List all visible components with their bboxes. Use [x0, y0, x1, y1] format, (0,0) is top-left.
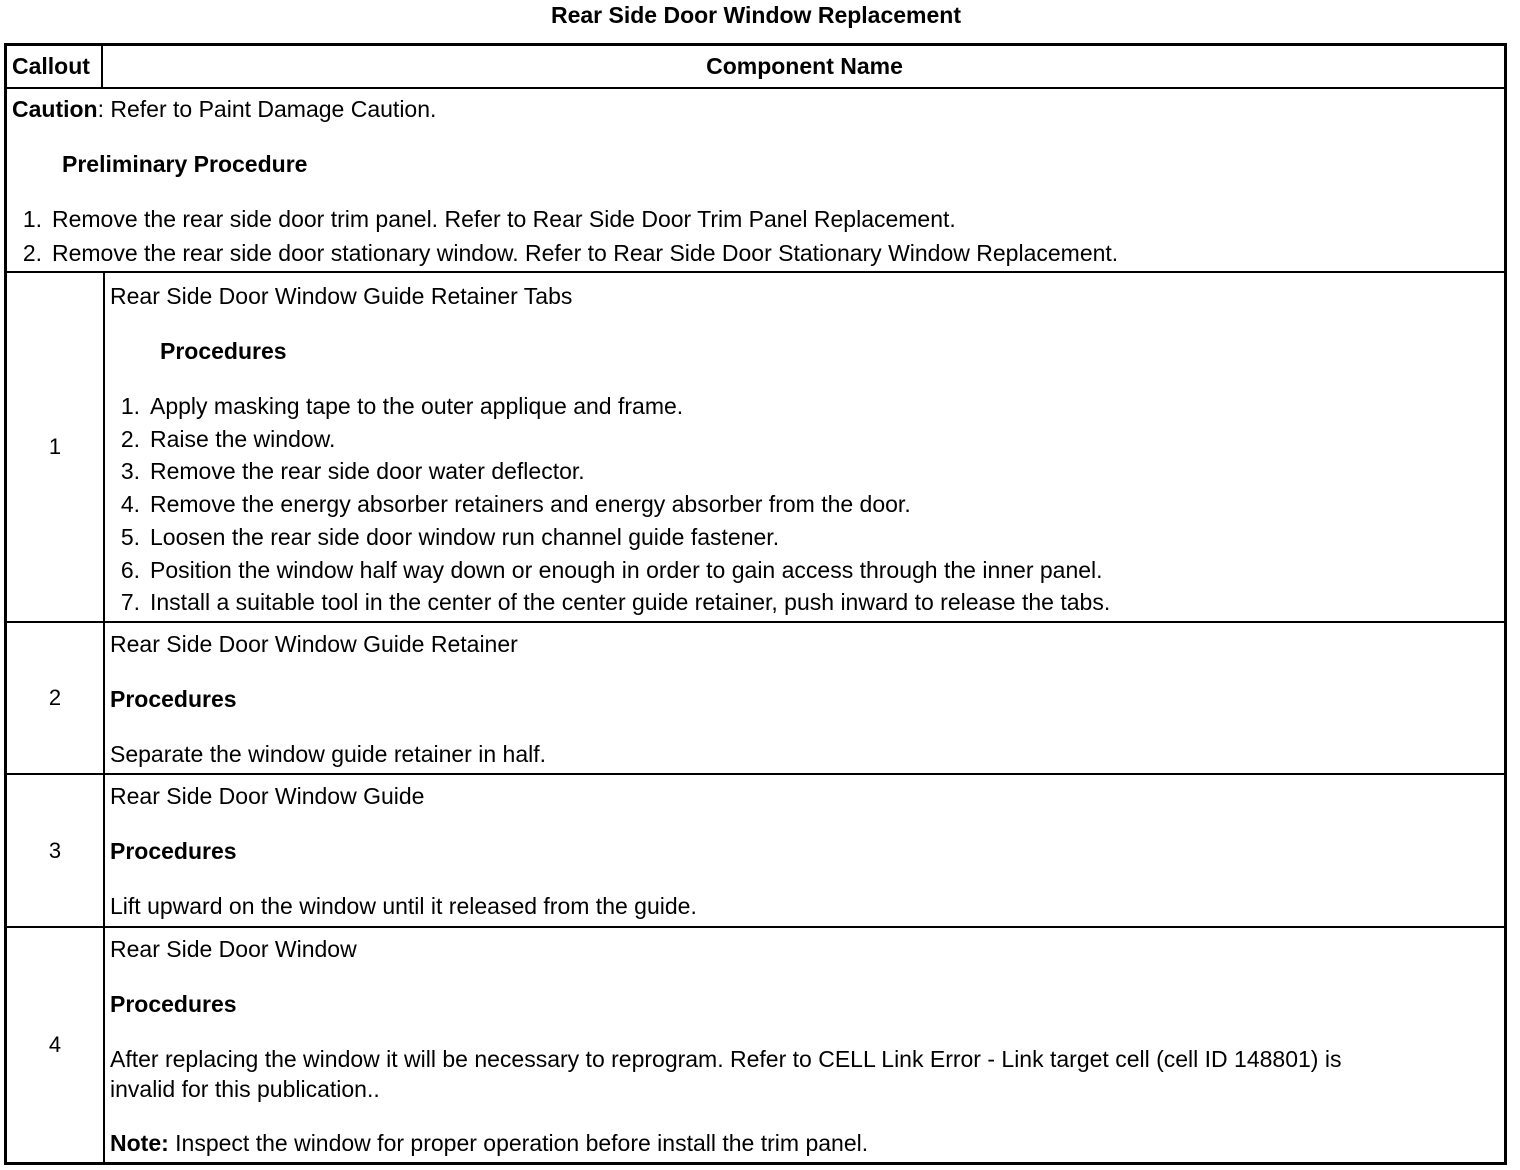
header-component-name: Component Name — [706, 53, 903, 79]
component-name: Rear Side Door Window Guide Retainer — [110, 631, 518, 657]
note-label: Note: — [110, 1130, 169, 1156]
component-name: Rear Side Door Window — [110, 936, 357, 962]
procedure-table — [4, 43, 1507, 1165]
caution-label: Caution — [12, 96, 98, 122]
procedure-text: After replacing the window it will be necessary to reprogram. Refer to CELL Link Error - Link target cell (cell ID 148801) is — [110, 1046, 1342, 1072]
table-row — [7, 928, 1504, 1162]
procedure-step: 6. Position the window half way down or enough in order to gain access through the inner panel. — [120, 557, 1103, 583]
table-row — [7, 273, 1504, 623]
callout-number: 1 — [7, 273, 105, 621]
table-row — [7, 623, 1504, 775]
procedures-heading: Procedures — [110, 838, 237, 864]
procedures-heading: Procedures — [110, 686, 237, 712]
procedure-step: 1. Apply masking tape to the outer applique and frame. — [120, 393, 684, 419]
callout-number: 3 — [7, 775, 105, 926]
procedure-step: 7. Install a suitable tool in the center of the center guide retainer, push inward to release the tabs. — [120, 589, 1111, 615]
procedure-text-continued: invalid for this publication.. — [110, 1076, 380, 1102]
procedure-text: Separate the window guide retainer in half. — [110, 741, 547, 767]
page-title: Rear Side Door Window Replacement — [550, 2, 962, 28]
preliminary-step: 2. Remove the rear side door stationary window. Refer to Rear Side Door Stationary Window Replacement. — [22, 240, 1119, 266]
table-header-row — [7, 46, 1504, 89]
callout-number: 4 — [7, 928, 105, 1162]
note-text: Inspect the window for proper operation before install the trim panel. — [168, 1130, 869, 1156]
caution-line — [12, 94, 436, 124]
preliminary-heading: Preliminary Procedure — [62, 151, 308, 177]
procedure-step: 4. Remove the energy absorber retainers and energy absorber from the door. — [120, 491, 911, 517]
procedure-text: Lift upward on the window until it released from the guide. — [110, 893, 697, 919]
component-name: Rear Side Door Window Guide Retainer Tabs — [110, 283, 573, 309]
procedures-heading: Procedures — [160, 338, 287, 364]
table-row — [7, 775, 1504, 928]
procedure-step: 3. Remove the rear side door water deflector. — [120, 458, 585, 484]
procedure-step: 5. Loosen the rear side door window run channel guide fastener. — [120, 524, 780, 550]
preliminary-step: 1. Remove the rear side door trim panel. Refer to Rear Side Door Trim Panel Replacement. — [22, 206, 956, 232]
procedures-heading: Procedures — [110, 991, 237, 1017]
header-callout: Callout — [7, 46, 103, 87]
component-name: Rear Side Door Window Guide — [110, 783, 425, 809]
callout-number: 2 — [7, 623, 105, 773]
procedure-step: 2. Raise the window. — [120, 426, 336, 452]
preamble-row — [7, 89, 1504, 273]
note-line — [110, 1128, 868, 1158]
caution-text: : Refer to Paint Damage Caution. — [97, 96, 437, 122]
